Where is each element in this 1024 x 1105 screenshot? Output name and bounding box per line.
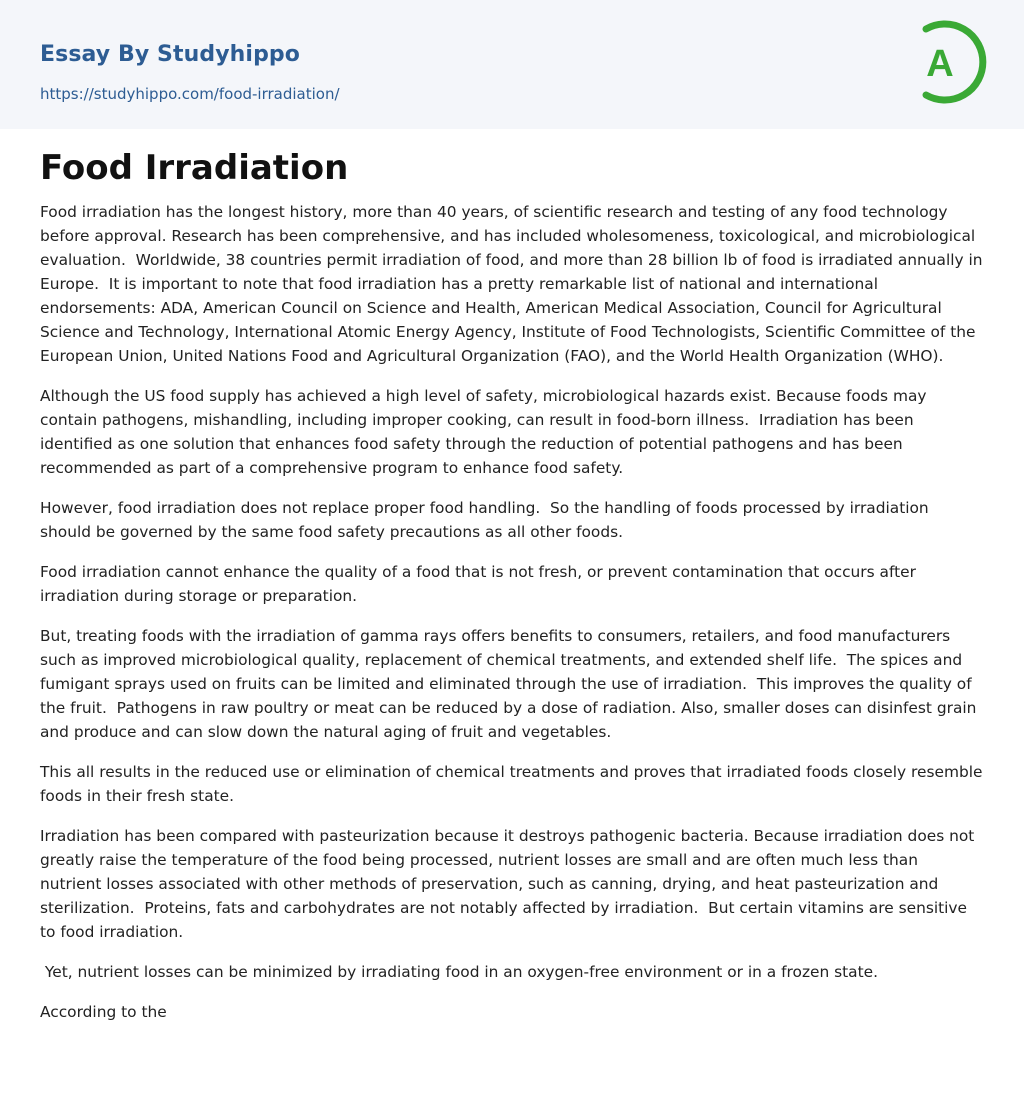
article-paragraph: Although the US food supply has achieved a high level of safety, microbiological hazards exist. Because foods may contain pathogens, mishandling, including improper cooking, can result in food-born illness. Irradiation has been identified as one solution that enhances food safety through the reduction of potential pathogens and has been recommended as part of a comprehensive program to enhance food safety. [40,387,932,477]
logo-letter: A [926,43,954,85]
article-paragraph: However, food irradiation does not replace proper food handling. So the handling of foods processed by irradiation should be governed by the same food safety precautions as all other foods. [40,499,934,541]
article-paragraph: According to the [40,1003,167,1021]
article-title: Food Irradiation [40,148,349,188]
article-body [40,200,988,1040]
studyhippo-logo-icon[interactable] [912,19,988,105]
article-url-link[interactable]: https://studyhippo.com/food-irradiation/ [40,85,340,103]
article-paragraph: But, treating foods with the irradiation of gamma rays offers benefits to consumers, retailers, and food manufacturers such as improved microbiological quality, replacement of chemical treatments, and extended shelf life. The spices and fumigant sprays used on fruits can be limited and eliminated through the use of irradiation. This improves the quality of the fruit. Pathogens in raw poultry or meat can be reduced by a dose of radiation. Also, smaller doses can disinfest grain and produce and can slow down the natural aging of fruit and vegetables. [40,627,982,741]
article-paragraph: Irradiation has been compared with pasteurization because it destroys pathogenic bacteria. Because irradiation does not greatly raise the temperature of the food being processed, nutrient losses are small and are often much less than nutrient losses associated with other methods of preservation, such as canning, drying, and heat pasteurization and sterilization. Proteins, fats and carbohydrates are not notably affected by irradiation. But certain vitamins are sensitive to food irradiation. [40,827,980,941]
article-paragraph: Food irradiation has the longest history, more than 40 years, of scientific research and testing of any food technology before approval. Research has been comprehensive, and has included wholesomeness, toxicological, and microbiological evaluation. Worldwide, 38 countries permit irradiation of food, and more than 28 billion lb of food is irradiated annually in Europe. It is important to note that food irradiation has a pretty remarkable list of national and international endorsements: ADA, American Council on Science and Health, American Medical Association, Council for Agricultural Science and Technology, International Atomic Energy Agency, Institute of Food Technologists, Scientific Committee of the European Union, United Nations Food and Agricultural Organization (FAO), and the World Health Organization (WHO). [40,203,988,365]
site-brand[interactable]: Essay By Studyhippo [40,42,300,67]
article-paragraph: This all results in the reduced use or elimination of chemical treatments and proves that irradiated foods closely resemble foods in their fresh state. [40,763,988,805]
article-paragraph: Yet, nutrient losses can be minimized by irradiating food in an oxygen-free environment or in a frozen state. [40,963,879,981]
article-paragraph: Food irradiation cannot enhance the quality of a food that is not fresh, or prevent contamination that occurs after irradiation during storage or preparation. [40,563,921,605]
